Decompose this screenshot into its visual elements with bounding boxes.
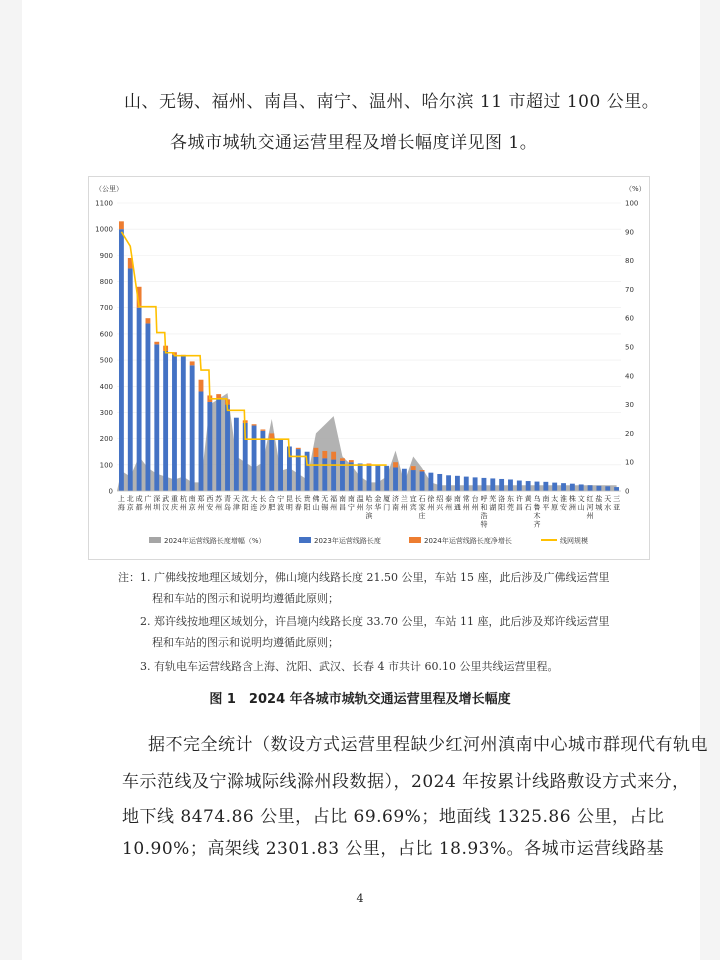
bar-2023 bbox=[154, 344, 159, 491]
bar-2023 bbox=[596, 486, 601, 491]
category-label: 洲 bbox=[568, 503, 576, 512]
category-label: 温 bbox=[356, 495, 364, 503]
bar-net-2024 bbox=[393, 462, 398, 467]
category-label: 尔 bbox=[365, 503, 373, 512]
bar-2023 bbox=[146, 323, 151, 491]
category-label: 兴 bbox=[436, 503, 444, 512]
bar-net-2024 bbox=[146, 318, 151, 323]
bar-2023 bbox=[579, 484, 584, 491]
paragraph-line: 各城市城轨交通运营里程及增长幅度详见图 1。 bbox=[170, 133, 538, 153]
category-label: 成 bbox=[135, 495, 143, 503]
category-label: 济 bbox=[392, 495, 400, 503]
category-label: 重 bbox=[170, 495, 178, 503]
bar-2023 bbox=[375, 465, 380, 491]
right-tick-label: 40 bbox=[625, 372, 634, 381]
right-tick-label: 80 bbox=[625, 257, 634, 266]
note-1-cont: 程和车站的图示和说明均遵循此原则； bbox=[152, 592, 339, 605]
bar-2023 bbox=[473, 477, 478, 491]
category-label: 京 bbox=[188, 503, 196, 512]
category-label: 石 bbox=[418, 495, 426, 503]
right-tick-label: 20 bbox=[625, 429, 634, 438]
category-label: 天 bbox=[232, 495, 240, 503]
bar-2023 bbox=[119, 229, 124, 491]
category-label: 春 bbox=[294, 503, 302, 512]
bar-2023 bbox=[570, 484, 575, 491]
category-label: 淮 bbox=[560, 495, 568, 503]
bar-net-2024 bbox=[322, 451, 327, 458]
category-label: 杭 bbox=[179, 495, 187, 503]
category-label: 州 bbox=[445, 503, 453, 512]
category-label: 南 bbox=[188, 495, 196, 503]
legend-label: 2023年运营线路长度 bbox=[314, 537, 381, 545]
right-tick-label: 70 bbox=[625, 285, 634, 294]
bar-2023 bbox=[543, 482, 548, 491]
category-label: 乌 bbox=[533, 495, 541, 503]
bar-net-2024 bbox=[252, 424, 257, 425]
bar-2023 bbox=[234, 418, 239, 491]
category-label: 郑 bbox=[197, 495, 205, 503]
right-tick-label: 10 bbox=[625, 458, 634, 467]
bar-2023 bbox=[588, 485, 593, 491]
category-label: 苏 bbox=[215, 495, 223, 503]
bar-net-2024 bbox=[349, 460, 354, 462]
category-label: 州 bbox=[215, 503, 223, 512]
bar-2023 bbox=[605, 486, 610, 491]
category-label: 鲁 bbox=[533, 503, 541, 512]
bar-2023 bbox=[428, 473, 433, 491]
bar-2023 bbox=[128, 268, 133, 491]
category-label: 山 bbox=[577, 503, 585, 512]
bar-2023 bbox=[314, 457, 319, 491]
category-label: 州 bbox=[400, 503, 408, 512]
category-label: 木 bbox=[533, 512, 541, 520]
category-label: 厦 bbox=[383, 495, 391, 503]
bar-net-2024 bbox=[296, 448, 301, 449]
category-label: 州 bbox=[144, 503, 152, 512]
category-label: 红 bbox=[586, 495, 594, 503]
category-label: 台 bbox=[471, 495, 479, 503]
category-label: 亚 bbox=[613, 503, 621, 512]
category-label: 阳 bbox=[241, 503, 249, 512]
bar-2023 bbox=[437, 474, 442, 491]
category-label: 城 bbox=[595, 503, 603, 512]
left-tick-label: 100 bbox=[99, 461, 113, 470]
category-label: 东 bbox=[506, 495, 514, 503]
bar-net-2024 bbox=[119, 221, 124, 229]
bar-2023 bbox=[561, 483, 566, 491]
bar-2023 bbox=[252, 426, 257, 491]
left-tick-label: 300 bbox=[99, 408, 113, 417]
chart-container bbox=[88, 176, 650, 560]
category-label: 洛 bbox=[498, 495, 506, 503]
category-label: 哈 bbox=[365, 495, 373, 503]
bar-net-2024 bbox=[420, 470, 425, 471]
legend-swatch bbox=[409, 537, 421, 543]
bar-net-2024 bbox=[190, 361, 195, 365]
category-label: 圳 bbox=[153, 503, 161, 512]
legend-label: 2024年运营线路长度净增长 bbox=[424, 537, 512, 545]
category-label: 石 bbox=[524, 503, 532, 512]
note-3: 3. 有轨电车运营线路含上海、沈阳、武汉、长春 4 市共计 60.10 公里共线运营里程。 bbox=[140, 660, 559, 673]
left-tick-label: 600 bbox=[99, 330, 113, 339]
category-label: 绍 bbox=[436, 495, 444, 503]
bar-2023 bbox=[526, 481, 531, 491]
category-label: 上 bbox=[117, 495, 125, 503]
left-tick-label: 900 bbox=[99, 251, 113, 260]
left-tick-label: 500 bbox=[99, 356, 113, 365]
bar-2023 bbox=[535, 482, 540, 491]
bar-2023 bbox=[199, 392, 204, 491]
category-label: 波 bbox=[277, 503, 285, 512]
category-label: 湖 bbox=[489, 503, 497, 512]
right-tick-label: 60 bbox=[625, 314, 634, 323]
category-label: 特 bbox=[480, 520, 488, 529]
category-label: 安 bbox=[206, 503, 214, 512]
category-label: 文 bbox=[577, 495, 585, 503]
legend-label: 2024年运营线路长度增幅（%） bbox=[164, 537, 266, 545]
right-tick-label: 100 bbox=[625, 199, 639, 208]
category-label: 阳 bbox=[303, 503, 311, 512]
bar-2023 bbox=[384, 466, 389, 491]
category-label: 州 bbox=[197, 503, 205, 512]
bar-2023 bbox=[269, 439, 274, 491]
category-label: 兰 bbox=[400, 495, 408, 503]
category-label: 家 bbox=[418, 503, 426, 512]
legend-swatch bbox=[299, 537, 311, 543]
right-tick-label: 50 bbox=[625, 343, 634, 352]
category-label: 庄 bbox=[418, 512, 426, 520]
bar-2023 bbox=[278, 440, 283, 491]
category-label: 武 bbox=[162, 495, 170, 503]
category-label: 深 bbox=[153, 495, 161, 503]
category-label: 庆 bbox=[170, 503, 178, 512]
category-label: 都 bbox=[135, 503, 143, 512]
category-label: 昌 bbox=[338, 503, 346, 512]
category-label: 贵 bbox=[303, 495, 311, 503]
category-label: 徐 bbox=[427, 495, 435, 503]
category-label: 南 bbox=[338, 495, 346, 503]
bar-2023 bbox=[225, 405, 230, 491]
category-label: 盐 bbox=[595, 495, 603, 503]
right-tick-label: 90 bbox=[625, 228, 634, 237]
category-label: 州 bbox=[427, 503, 435, 512]
bar-2023 bbox=[163, 351, 168, 491]
category-label: 沈 bbox=[241, 495, 249, 503]
bar-net-2024 bbox=[411, 466, 416, 470]
bar-2023 bbox=[358, 464, 363, 491]
category-label: 长 bbox=[294, 495, 302, 503]
paragraph-line: 地下线 8474.86 公里，占比 69.69%；地面线 1325.86 公里，占比 bbox=[122, 807, 665, 827]
bar-2023 bbox=[349, 462, 354, 491]
bar-2023 bbox=[464, 477, 469, 491]
category-label: 京 bbox=[126, 503, 134, 512]
category-label: 齐 bbox=[533, 520, 541, 529]
category-label: 昆 bbox=[285, 495, 293, 503]
category-label: 明 bbox=[285, 503, 293, 512]
note-1: 注：1. 广佛线按地理区域划分，佛山境内线路长度 21.50 公里，车站 15 座，此后涉及广佛线运营里 bbox=[118, 571, 610, 584]
category-label: 昌 bbox=[515, 503, 523, 512]
category-label: 常 bbox=[462, 495, 470, 503]
category-label: 三 bbox=[613, 495, 621, 503]
category-label: 平 bbox=[542, 503, 550, 512]
category-label: 岛 bbox=[224, 503, 232, 512]
category-label: 北 bbox=[126, 495, 134, 503]
paragraph-line: 山、无锡、福州、南昌、南宁、温州、哈尔滨 11 市超过 100 公里。 bbox=[124, 92, 660, 112]
legend-label: 线网规模 bbox=[560, 537, 588, 545]
page-number: 4 bbox=[356, 892, 364, 905]
right-axis-unit: （%） bbox=[625, 185, 646, 193]
category-label: 黄 bbox=[524, 495, 532, 503]
category-label: 太 bbox=[551, 495, 559, 503]
category-label: 青 bbox=[224, 495, 232, 503]
category-label: 沙 bbox=[259, 503, 267, 512]
category-label: 州 bbox=[179, 503, 187, 512]
category-label: 水 bbox=[604, 503, 612, 512]
bar-2023 bbox=[420, 471, 425, 491]
category-label: 许 bbox=[515, 495, 523, 503]
left-tick-label: 0 bbox=[108, 487, 113, 496]
paragraph-line: 车示范线及宁滁城际线滁州段数据），2024 年按累计线路敷设方式来分， bbox=[122, 772, 690, 792]
category-label: 锡 bbox=[321, 503, 329, 512]
bar-2023 bbox=[190, 365, 195, 491]
combo-chart bbox=[89, 177, 649, 559]
bar-2023 bbox=[455, 476, 460, 491]
category-label: 莞 bbox=[506, 503, 514, 512]
category-label: 福 bbox=[330, 495, 338, 503]
category-label: 州 bbox=[330, 503, 338, 512]
left-tick-label: 700 bbox=[99, 304, 113, 313]
category-label: 株 bbox=[568, 495, 576, 503]
category-label: 安 bbox=[560, 503, 568, 512]
left-tick-label: 800 bbox=[99, 278, 113, 287]
bar-2023 bbox=[614, 487, 619, 491]
right-tick-label: 30 bbox=[625, 401, 634, 410]
left-tick-label: 1100 bbox=[95, 199, 113, 208]
left-tick-label: 1000 bbox=[95, 225, 113, 234]
bar-2023 bbox=[482, 478, 487, 491]
category-label: 州 bbox=[356, 503, 364, 512]
category-label: 河 bbox=[586, 503, 594, 512]
category-label: 长 bbox=[259, 495, 267, 503]
category-label: 广 bbox=[144, 495, 152, 503]
bar-2023 bbox=[446, 475, 451, 491]
category-label: 州 bbox=[462, 503, 470, 512]
category-label: 门 bbox=[383, 503, 391, 512]
bar-net-2024 bbox=[331, 452, 336, 460]
category-label: 南 bbox=[347, 495, 355, 503]
category-label: 山 bbox=[312, 503, 320, 512]
bar-net-2024 bbox=[199, 380, 204, 392]
category-label: 佛 bbox=[312, 495, 320, 503]
bar-2023 bbox=[322, 458, 327, 491]
category-label: 海 bbox=[117, 503, 125, 512]
legend-swatch bbox=[149, 537, 161, 543]
bar-2023 bbox=[411, 470, 416, 491]
bar-net-2024 bbox=[260, 429, 265, 430]
right-tick-label: 0 bbox=[625, 487, 630, 496]
bar-2023 bbox=[402, 469, 407, 491]
bar-2023 bbox=[207, 402, 212, 491]
category-label: 和 bbox=[480, 503, 488, 512]
bar-2023 bbox=[552, 483, 557, 491]
note-2: 2. 郑许线按地理区域划分，许昌境内线路长度 33.70 公里，车站 11 座，此后涉及郑许线运营里 bbox=[140, 615, 610, 628]
bar-2023 bbox=[393, 467, 398, 491]
bar-2023 bbox=[508, 479, 513, 491]
category-label: 大 bbox=[250, 495, 258, 503]
paragraph-line: 10.90%；高架线 2301.83 公里，占比 18.93%。各城市运营线路基 bbox=[122, 839, 665, 859]
category-label: 无 bbox=[321, 495, 329, 503]
category-label: 津 bbox=[232, 503, 240, 512]
bar-net-2024 bbox=[314, 448, 319, 457]
category-label: 州 bbox=[471, 503, 479, 512]
figure-caption: 图 1 2024 年各城市城轨交通运营里程及增长幅度 bbox=[209, 692, 511, 707]
note-2-cont: 程和车站的图示和说明均遵循此原则； bbox=[152, 636, 339, 649]
bar-2023 bbox=[490, 478, 495, 491]
category-label: 西 bbox=[206, 495, 214, 503]
bar-2023 bbox=[367, 465, 372, 491]
category-label: 原 bbox=[551, 503, 559, 512]
category-label: 南 bbox=[392, 503, 400, 512]
bar-net-2024 bbox=[154, 342, 159, 345]
category-label: 南 bbox=[453, 495, 461, 503]
category-label: 芜 bbox=[489, 495, 497, 503]
category-label: 南 bbox=[542, 495, 550, 503]
bar-net-2024 bbox=[269, 433, 274, 438]
bar-2023 bbox=[172, 355, 177, 491]
bar-2023 bbox=[137, 308, 142, 491]
category-label: 肥 bbox=[268, 503, 276, 512]
left-axis-unit: （公里） bbox=[95, 185, 123, 193]
category-label: 华 bbox=[374, 503, 382, 512]
category-label: 宁 bbox=[277, 495, 285, 503]
category-label: 汉 bbox=[162, 503, 170, 512]
category-label: 浩 bbox=[480, 512, 488, 520]
category-label: 州 bbox=[586, 512, 594, 520]
bar-2023 bbox=[499, 479, 504, 491]
left-tick-label: 200 bbox=[99, 435, 113, 444]
category-label: 呼 bbox=[480, 495, 488, 503]
category-label: 泰 bbox=[445, 495, 453, 503]
bar-2023 bbox=[296, 449, 301, 491]
category-label: 合 bbox=[268, 495, 276, 503]
category-label: 宾 bbox=[409, 503, 417, 512]
bar-2023 bbox=[216, 399, 221, 491]
category-label: 宁 bbox=[347, 503, 355, 512]
left-tick-label: 400 bbox=[99, 382, 113, 391]
category-label: 金 bbox=[374, 495, 382, 503]
bar-2023 bbox=[181, 356, 186, 491]
bar-net-2024 bbox=[340, 458, 345, 461]
category-label: 阳 bbox=[498, 503, 506, 512]
category-label: 连 bbox=[250, 503, 258, 512]
category-label: 通 bbox=[453, 503, 461, 512]
category-label: 滨 bbox=[365, 512, 373, 520]
bar-2023 bbox=[517, 481, 522, 491]
category-label: 宜 bbox=[409, 495, 417, 503]
paragraph-line: 据不完全统计（数设方式运营里程缺少红河州滇南中心城市群现代有轨电 bbox=[148, 735, 708, 755]
category-label: 天 bbox=[604, 495, 612, 503]
